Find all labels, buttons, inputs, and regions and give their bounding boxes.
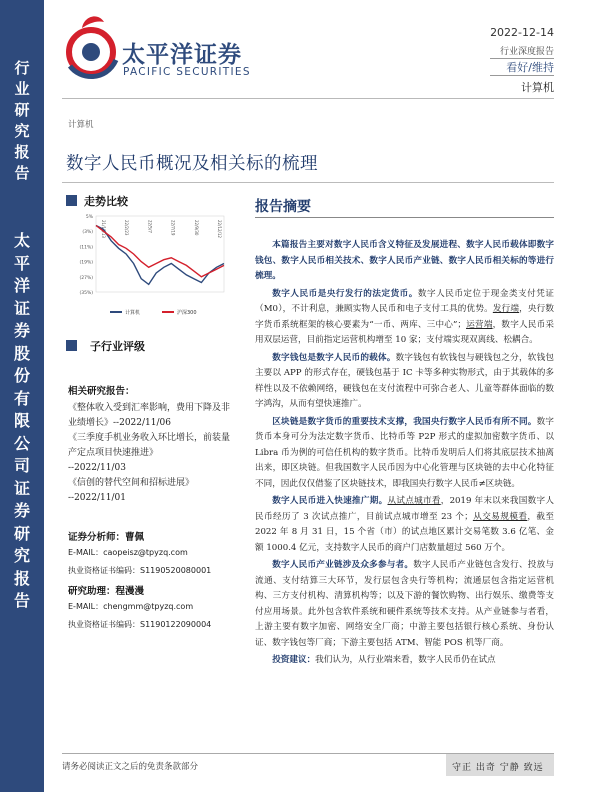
x-tick-label: 22/12/12 [217, 220, 222, 238]
x-tick-label: 22/2/23 [124, 220, 130, 236]
abstract-rule [255, 217, 554, 218]
abstract-paragraph: 数字人民币产业链涉及众多参与者。数字人民币产业链包含发行、投放与流通、支付结算三大环节，发行层包含央行等机构；流通层包含指定运营机构、三方支付机构、清算机构等；以及下游的餐饮购物、出行娱乐、缴费等支付应用场景。此外包含软件系统和硬件系统等技术支持。从产业链参与者看，上游主要有数字加密、网络安全厂商；中游主要包括银行核心系统、身份认证、数字钱包等厂商；下游主要包括 ATM、智能 POS 机等厂商。 [255, 560, 554, 648]
footer-motto: 守正 出奇 宁静 致远 [452, 763, 544, 773]
title-rule [62, 182, 554, 183]
legend-label: 计算机 [125, 310, 141, 316]
report-date: 2022-12-14 [490, 26, 554, 39]
page-title: 数字人民币概况及相关标的梳理 [66, 154, 318, 174]
company-logo-icon [62, 8, 120, 88]
abstract-body [255, 238, 554, 671]
x-tick-label: 21/12/13 [101, 220, 106, 238]
sub-rating-heading: 子行业评级 [90, 340, 145, 353]
related-heading: 相关研究报告： [68, 386, 135, 397]
industry-label: 计算机 [521, 81, 554, 94]
header-rule [62, 98, 554, 99]
trend-heading: 走势比较 [84, 195, 128, 208]
section-marker-icon [66, 195, 77, 206]
assistant-name: 研究助理：程漫漫 [68, 586, 145, 597]
abstract-paragraph: 数字钱包是数字人民币的载体。数字钱包有软钱包与硬钱包之分，软钱包主要以 APP 的形式存在，硬钱包基于 IC 卡等多种实物形式，由于其载体的多样性以及不依赖网络，硬钱包在支付流程中可弥合老人、儿童等群体面临的数字鸿沟，从而有望快速推广。 [255, 352, 554, 409]
y-tick-label: (27%) [79, 275, 93, 281]
x-tick-label: 22/7/19 [170, 220, 176, 236]
plot-frame [96, 216, 224, 292]
x-tick-label: 22/9/30 [193, 220, 199, 236]
abstract-paragraph: 投资建议：我们认为，从行业端来看，数字人民币仍在试点 [272, 655, 496, 665]
analyst-name: 证券分析师：曹佩 [68, 532, 145, 543]
logo-name-en: PACIFIC SECURITIES [123, 66, 251, 78]
legend-label: 沪深300 [177, 310, 197, 316]
y-tick-label: (11%) [79, 245, 93, 251]
side-band [0, 0, 44, 792]
analyst-cert: 执业资格证书编码：S1190520080001 [68, 566, 212, 575]
abstract-paragraph: 数字人民币进入快速推广期。从试点城市看，2019 年末以来我国数字人民币经历了 3 次试点推广，目前试点城市增至 23 个；从交易规模看，截至 2022 年 8 月 31 日，15 个省（市）的试点地区累计交易笔数 3.6 亿笔、金额 1000.4 亿元，支持数字人民币的商户门店数量超过 560 万个。 [255, 496, 554, 553]
side-band-top: 行 业 研 究 报 告 [14, 59, 30, 182]
abstract-paragraph: 本篇报告主要对数字人民币含义特征及发展进程、数字人民币载体即数字钱包、数字人民币相关技术、数字人民币产业链、数字人民币相关标的等进行梳理。 [255, 240, 554, 281]
abstract-heading: 报告摘要 [255, 199, 311, 215]
y-tick-label: (35%) [79, 291, 93, 296]
report-type: 行业深度报告 [499, 47, 554, 57]
side-band-bottom: 太 平 洋 证 券 股 份 有 限 公 司 证 券 研 究 报 告 [13, 231, 30, 610]
abstract-paragraph: 区块链是数字货币的重要技术支撑，我国央行数字人民币有所不同。数字货币本身可分为法定数字货币、比特币等 P2P 形式的虚拟加密数字货币、以 Libra 币为例的可信任机构的数字货币。比特币发明后人们将其底层技术抽离出来，即区块链。但我国数字人民币因为中心化管理与区块链的去中心化特征不同，因此仅仅借鉴了区块链技术，即我国央行数字人民币≠区块链。 [255, 416, 554, 489]
related-item[interactable]: 《整体收入受到汇率影响，费用下降及非业绩增长》--2022/11/06 [68, 403, 231, 428]
x-tick-label: 22/5/7 [147, 220, 153, 233]
trend-chart [66, 212, 236, 324]
related-item[interactable]: 《信创的替代空间和招标进展》 --2022/11/01 [68, 478, 195, 503]
related-list [68, 401, 238, 506]
y-tick-label: (19%) [79, 260, 93, 266]
logo-name-cn: 太平洋证券 [122, 42, 242, 68]
y-tick-label: 5% [85, 215, 93, 220]
section-marker-icon [66, 340, 77, 351]
related-item[interactable]: 《三季度手机业务收入环比增长，前装量产定点项目快速推进》 --2022/11/03 [68, 433, 231, 473]
rating: 看好/维持 [506, 61, 554, 74]
analyst-email[interactable]: E-MAIL：caopeisz@tpyzq.com [68, 548, 188, 557]
y-tick-label: (3%) [82, 230, 93, 236]
series-line-hs300 [96, 226, 224, 277]
assistant-cert: 执业资格证书编码：S1190122090004 [68, 620, 212, 629]
industry-tag: 计算机 [68, 120, 94, 130]
footer-disclaimer: 请务必阅读正文之后的免责条款部分 [62, 762, 199, 772]
abstract-paragraph: 数字人民币是央行发行的法定货币。数字人民币定位于现金类支付凭证（M0），不计利息，兼顾实物人民币和电子支付工具的优势。发行端，央行数字货币系统框架的核心要素为“一币、两库、三中心”；运营端，数字人民币采用双层运营，目前指定运营机构增至 10 家；支付端实现双离线、松耦合。 [255, 288, 554, 345]
assistant-email[interactable]: E-MAIL：chengmm@tpyzq.com [68, 602, 194, 611]
header-divider [490, 75, 554, 76]
